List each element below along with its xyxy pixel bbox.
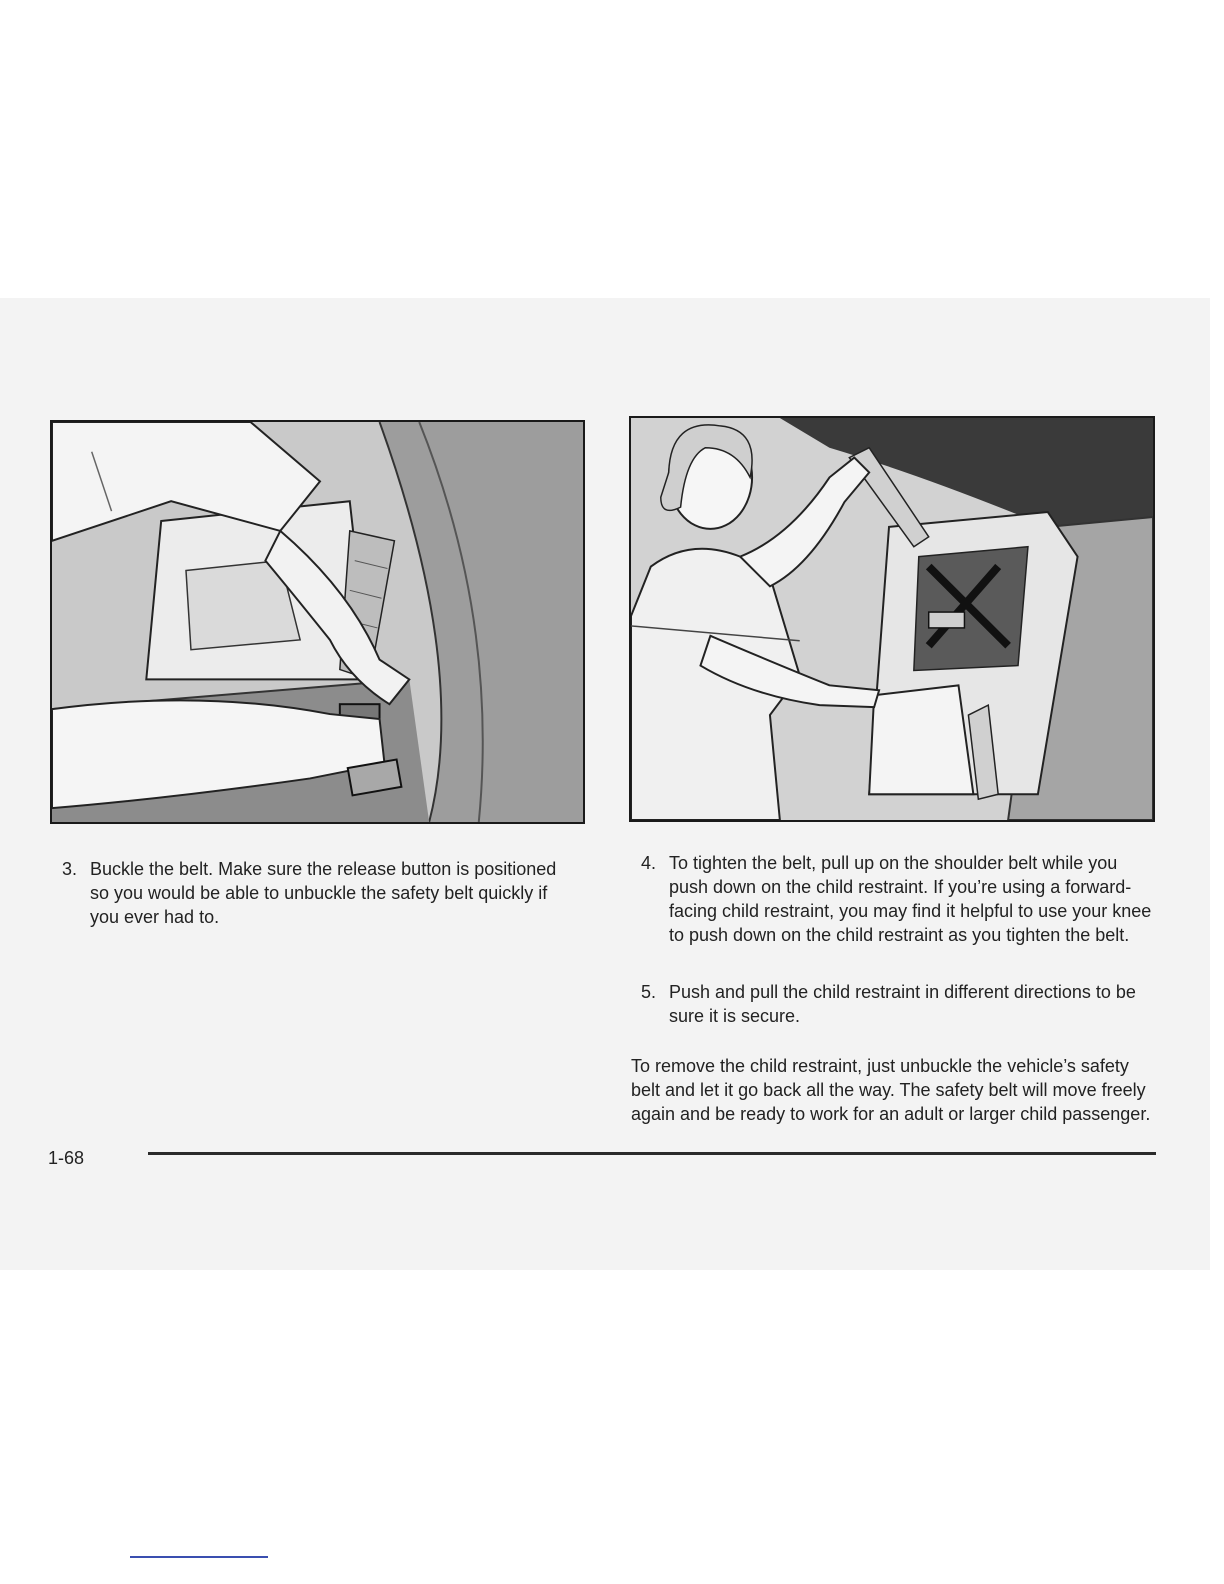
step-4-number: 4. xyxy=(641,853,657,873)
step-3-number: 3. xyxy=(62,859,78,879)
step-5 xyxy=(641,980,1161,1028)
step-5-text: Push and pull the child restraint in different directions to be sure it is secure. xyxy=(669,982,1136,1026)
step-4 xyxy=(641,851,1161,947)
illustration-buckle-belt xyxy=(50,420,585,824)
step-4-text: To tighten the belt, pull up on the shoulder belt while you push down on the child restraint. If you’re using a forward-facing child restraint, you may find it helpful to use your knee to push down on the child restraint as you tighten the belt. xyxy=(669,853,1152,945)
tighten-belt-drawing xyxy=(631,418,1153,820)
step-5-number: 5. xyxy=(641,982,657,1002)
bottom-link-rule xyxy=(130,1556,268,1558)
illustration-tighten-belt xyxy=(629,416,1155,822)
page-number: 1-68 xyxy=(48,1148,85,1168)
step-3 xyxy=(62,857,562,929)
footer-rule xyxy=(148,1152,1156,1155)
closing-paragraph: To remove the child restraint, just unbuckle the vehicle’s safety belt and let it go back all the way. The safety belt will move freely again and be ready to work for an adult or larger child passenger. xyxy=(631,1056,1151,1124)
step-3-text: Buckle the belt. Make sure the release button is positioned so you would be able to unbuckle the safety belt quickly if you ever had to. xyxy=(90,859,557,927)
buckle-belt-drawing xyxy=(52,422,583,822)
